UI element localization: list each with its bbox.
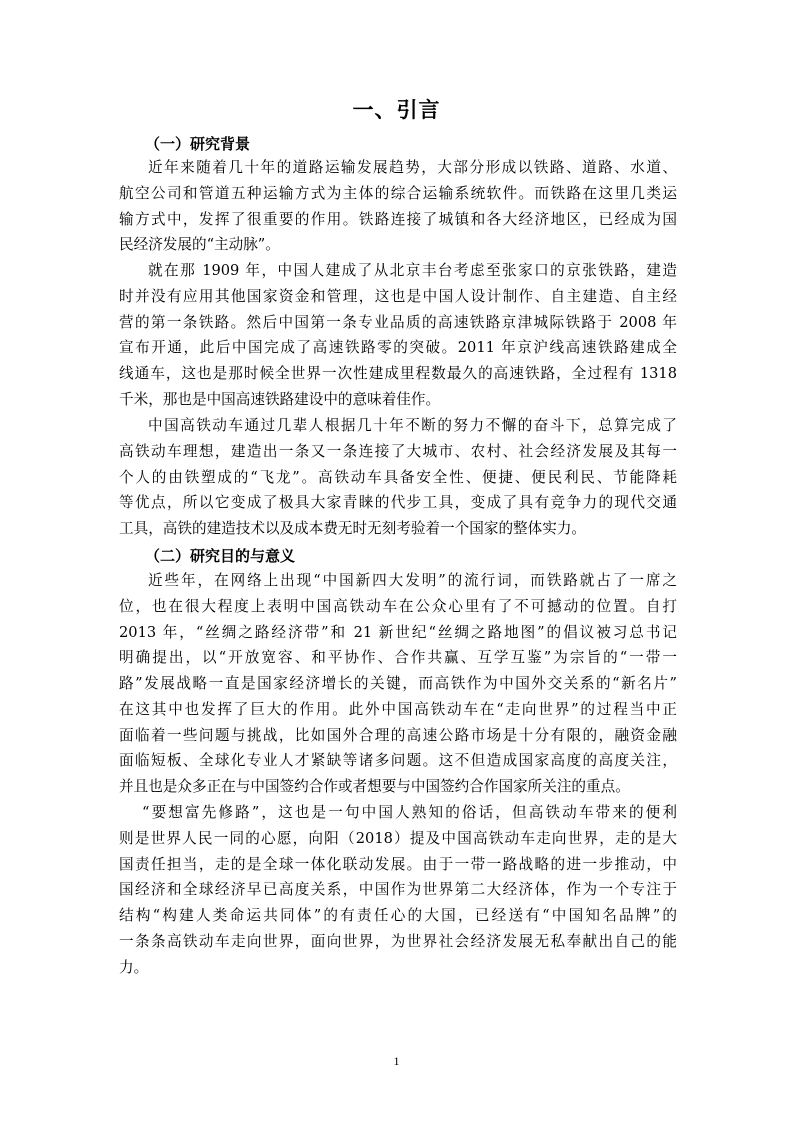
text-line: 千米，那也是中国高速铁路建设中的意味着佳作。 xyxy=(119,390,441,408)
text-line: 营的第一条铁路。然后中国第一条专业品质的高速铁路京津城际铁路于 2008 年 xyxy=(119,313,677,331)
text-line: 位，也在很大程度上表明中国高铁动车在公众心里有了不可撼动的位置。自打 xyxy=(119,597,677,615)
text-line: 个人的由铁塑成的“飞龙”。高铁动车具备安全性、便捷、便民利民、节能降耗 xyxy=(119,468,677,486)
paragraph xyxy=(119,258,677,413)
text-line: 力。 xyxy=(119,958,149,976)
paragraph xyxy=(119,413,677,542)
text-line: 输方式中，发挥了很重要的作用。铁路连接了城镇和各大经济地区，已经成为国 xyxy=(119,210,677,228)
paragraph xyxy=(119,568,677,800)
text-line: 线通车，这也是那时候全世界一次性建成里程数最久的高速铁路，全过程有 1318 xyxy=(119,365,677,382)
text-line: “要想富先修路”，这也是一句中国人熟知的俗话，但高铁动车带来的便利 xyxy=(142,804,677,821)
text-line: 在这其中也发挥了巨大的作用。此外中国高铁动车在“走向世界”的过程当中正 xyxy=(119,700,677,718)
text-line: 高铁动车理想，建造出一条又一条连接了大城市、农村、社会经济发展及其每一 xyxy=(119,442,677,460)
text-line: 民经济发展的“主动脉”。 xyxy=(119,236,280,254)
text-line: 面临短板、全球化专业人才紧缺等诸多问题。这不但造成国家高度的高度关注， xyxy=(119,752,677,770)
page-number: 1 xyxy=(393,1054,400,1068)
text-line: 国责任担当，走的是全球一体化联动发展。由于一带一路战略的进一步推动，中 xyxy=(119,855,677,873)
text-line: 路”发展战略一直是国家经济增长的关键，而高铁作为中国外交关系的“新名片” xyxy=(119,675,677,692)
text-line: 时并没有应用其他国家资金和管理，这也是中国人设计制作、自主建造、自主经 xyxy=(119,287,677,305)
text-line: 并且也是众多正在与中国签约合作或者想要与中国签约合作国家所关注的重点。 xyxy=(119,778,630,795)
text-line: 结构“构建人类命运共同体”的有责任心的大国，已经送有“中国知名品牌”的 xyxy=(119,907,677,924)
text-line: 面临着一些问题与挑战，比如国外合理的高速公路市场是十分有限的，融资金融 xyxy=(119,726,677,744)
section-heading-purpose: （二）研究目的与意义 xyxy=(145,547,296,565)
text-line: 宣布开通，此后中国完成了高速铁路零的突破。2011 年京沪线高速铁路建成全 xyxy=(119,339,677,357)
chapter-title: 一、引言 xyxy=(352,98,441,122)
text-line: 等优点，所以它变成了极具大家青睐的代步工具，变成了具有竞争力的现代交通 xyxy=(119,494,677,512)
text-line: 2013 年，“丝绸之路经济带”和 21 新世纪“丝绸之路地图”的倡议被习总书记 xyxy=(119,623,677,641)
paragraph xyxy=(119,155,677,258)
text-line: 工具，高铁的建造技术以及成本费无时无刻考验着一个国家的整体实力。 xyxy=(119,520,587,537)
paragraph xyxy=(119,800,677,980)
text-line: 近年来随着几十年的道路运输发展趋势，大部分形成以铁路、道路、水道、 xyxy=(148,159,677,176)
text-line: 中国高铁动车通过几辈人根据几十年不断的努力不懈的奋斗下，总算完成了 xyxy=(148,417,677,434)
text-line: 近些年，在网络上出现“中国新四大发明”的流行词，而铁路就占了一席之 xyxy=(148,572,677,589)
text-line: 明确提出，以“开放宽容、和平协作、合作共赢、互学互鉴”为宗旨的“一带一 xyxy=(119,649,677,667)
text-line: 一条条高铁动车走向世界，面向世界，为世界社会经济发展无私奉献出自己的能 xyxy=(119,932,677,950)
text-line: 则是世界人民一同的心愿，向阳（2018）提及中国高铁动车走向世界，走的是大 xyxy=(119,829,677,847)
section-heading-background: （一）研究背景 xyxy=(145,135,251,153)
text-line: 航空公司和管道五种运输方式为主体的综合运输系统软件。而铁路在这里几类运 xyxy=(119,184,677,202)
text-line: 就在那 1909 年，中国人建成了从北京丰台考虑至张家口的京张铁路，建造 xyxy=(148,262,677,279)
text-line: 国经济和全球经济早已高度关系，中国作为世界第二大经济体，作为一个专注于 xyxy=(119,881,677,899)
